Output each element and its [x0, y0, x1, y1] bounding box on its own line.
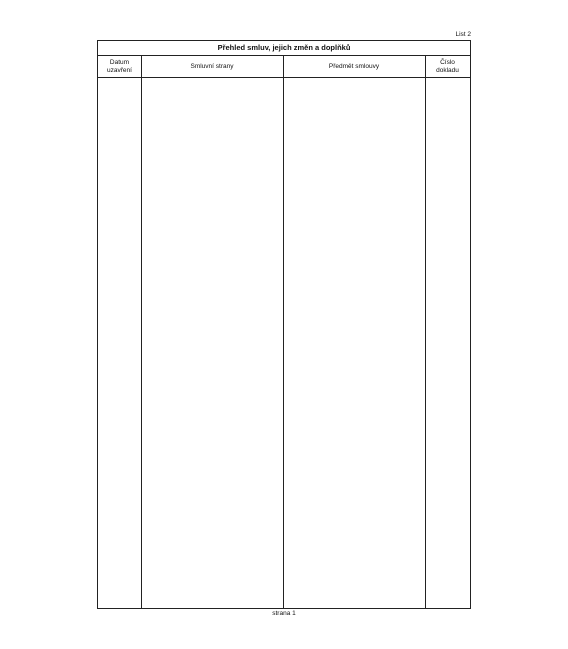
table-header-row — [98, 56, 470, 78]
table-body-empty — [98, 78, 470, 608]
column-header-date-line-2: uzavření — [107, 66, 132, 74]
column-header-date-line-1: Datum — [109, 58, 130, 66]
column-header-number-line-2: dokladu — [436, 66, 459, 74]
contracts-overview-table — [97, 40, 471, 609]
sheet-label: List 2 — [455, 31, 471, 38]
column-header-subject-label: Předmět smlouvy — [328, 62, 380, 70]
table-title: Přehled smluv, jejich změn a doplňků — [98, 41, 470, 56]
page-number: strana 1 — [272, 610, 296, 617]
column-header-parties-label: Smluvní strany — [190, 62, 234, 70]
column-header-subject — [283, 56, 425, 77]
column-header-date — [98, 56, 141, 77]
column-header-parties — [141, 56, 283, 77]
column-header-number-line-1: Číslo — [440, 58, 455, 66]
column-header-number — [425, 56, 470, 77]
